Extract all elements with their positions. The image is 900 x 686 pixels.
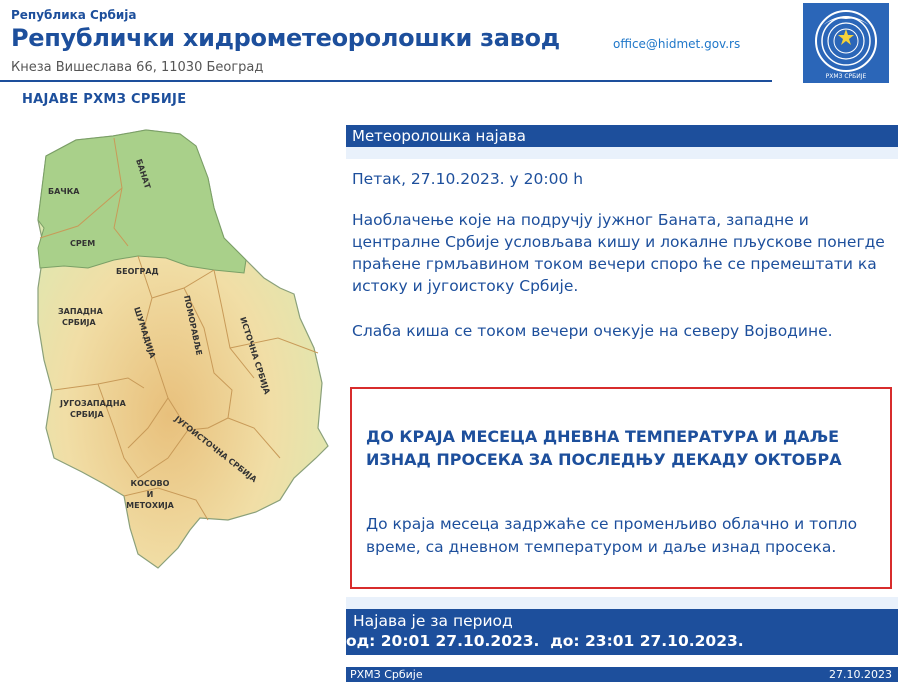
alert-text: До краја месеца задржаће се променљиво облачно и топло време, са дневном температуром и даље изнад просека. (366, 515, 858, 556)
map-label-srem: СРЕМ (70, 239, 96, 248)
map-label-jugoistocna: ЈУГОИСТОЧНА СРБИЈА (172, 414, 259, 485)
map-label-jugozapadna-2: СРБИЈА (70, 410, 104, 419)
map-label-backa: БАЧКА (48, 187, 80, 196)
header-address: Кнеза Вишеслава 66, 11030 Београд (11, 60, 264, 75)
period-range: од: 20:01 27.10.2023. до: 23:01 27.10.2023. (346, 632, 744, 650)
page-header (0, 0, 900, 84)
forecast-date: Петак, 27.10.2023. у 20:00 h (352, 170, 584, 188)
sidebar-title: НАЈАВЕ РХМЗ СРБИЈЕ (22, 92, 187, 107)
map-label-banat: БАНАТ (134, 157, 153, 190)
map-label-pomoravlje: ПОМОРАВЉЕ (182, 294, 204, 357)
email-link[interactable]: office@hidmet.gov.rs (613, 37, 741, 51)
serbia-regions-map[interactable] (18, 128, 334, 576)
logo-text: РХМЗ СРБИЈЕ (825, 73, 867, 80)
alert-box (350, 387, 892, 589)
header-subtitle: Република Србија (11, 8, 137, 22)
region-vojvodina[interactable] (38, 130, 246, 273)
period-label: Најава је за период (353, 612, 513, 630)
map-label-sumadija: ШУМАДИЈА (132, 305, 158, 360)
heading-underlay (346, 147, 898, 159)
map-label-kosovo-1: КОСОВО (130, 479, 170, 488)
map-label-zapadna-1: ЗАПАДНА (58, 307, 103, 316)
rhmz-logo[interactable] (803, 3, 889, 83)
footer-org: РХМЗ Србије (350, 668, 423, 681)
map-label-beograd: БЕОГРАД (116, 267, 159, 276)
alert-title: ДО КРАЈА МЕСЕЦА ДНЕВНА ТЕМПЕРАТУРА И ДАЉЕ ИЗНАД ПРОСЕКА ЗА ПОСЛЕДЊУ ДЕКАДУ ОКТОБРА (366, 427, 842, 469)
map-label-kosovo-3: МЕТОХИЈА (126, 501, 174, 510)
forecast-paragraph-2: Слаба киша се током вечери очекује на северу Војводине. (352, 322, 833, 340)
map-label-jugozapadna-1: ЈУГОЗАПАДНА (60, 399, 126, 408)
map-label-zapadna-2: СРБИЈА (62, 318, 96, 327)
footer-date: 27.10.2023 (829, 668, 892, 681)
forecast-heading: Метеоролошка најава (346, 125, 898, 147)
forecast-paragraph-1: Наоблачење које на подручју јужног Баната, западне и централне Србије условљава кишу и локалне пљускове понегде праћене грмљавином током вечери споро ће се премештати ка истоку и југоистоку Србије. (352, 211, 885, 295)
header-divider (0, 80, 772, 82)
period-underlay (346, 597, 898, 609)
period-bar (346, 609, 898, 655)
map-label-kosovo-2: И (146, 490, 154, 499)
page-footer (346, 667, 898, 682)
header-title: Републички хидрометеоролошки завод (11, 24, 560, 52)
map-label-istocna: ИСТОЧНА СРБИЈА (238, 315, 272, 396)
